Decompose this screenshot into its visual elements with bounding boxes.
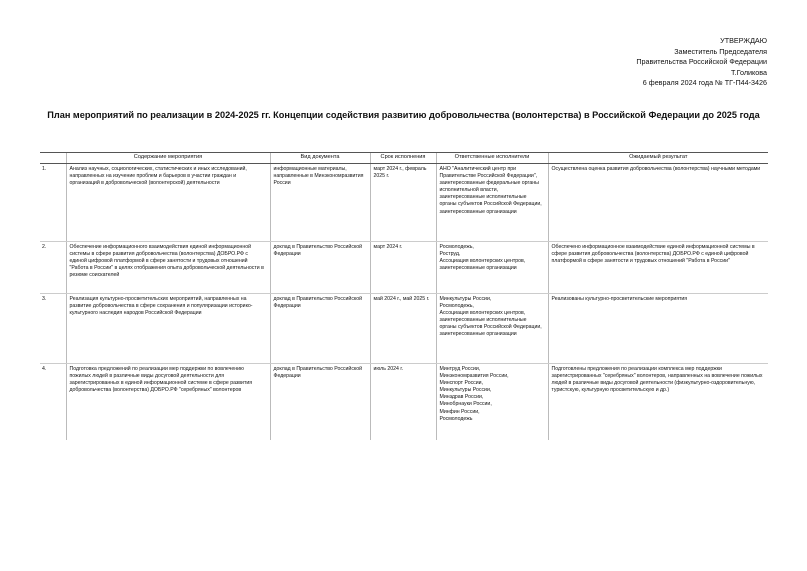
table-header-row	[40, 153, 768, 164]
row-result: Подготовлены предложения по реализации комплекса мер поддержки зарегистрированных "серебряных" волонтеров, направленных на вовлечение пожилых людей в различные виды досуговой деятельности (физкультурно-оздоровительную, туристскую, культурную просветительскую и др.)	[548, 364, 768, 440]
header-result: Ожидаемый результат	[548, 153, 768, 164]
executor-item: заинтересованные исполнительные органы субъектов Российской Федерации,	[439, 317, 542, 331]
row-executors	[436, 294, 548, 364]
header-number	[40, 153, 66, 164]
row-number: 3.	[40, 294, 66, 364]
approver-position-line1: Заместитель Председателя	[674, 46, 767, 56]
table-row	[40, 164, 768, 242]
executor-item: Минкультуры России,	[439, 387, 492, 394]
row-executors	[436, 242, 548, 294]
table-row	[40, 294, 768, 364]
row-result: Обеспечено информационное взаимодействие единой информационной системы в сфере развития добровольчества (волонтерства) ДОБРО.РФ с единой цифровой платформой в сфере занятости и трудовых отношений "Работа в России"	[548, 242, 768, 294]
row-deadline: июль 2024 г.	[370, 364, 436, 440]
executor-item: Минздрав России,	[439, 394, 484, 401]
row-number: 2.	[40, 242, 66, 294]
executor-item: заинтересованные федеральные органы исполнительной власти,	[439, 180, 539, 194]
executor-item: Роструд,	[439, 251, 461, 258]
executor-item: заинтересованные организации	[439, 331, 517, 338]
row-result: Осуществлена оценка развития добровольчества (волонтерства) научными методами	[548, 164, 768, 242]
row-executors	[436, 364, 548, 440]
executor-item: Росмолодежь,	[439, 244, 474, 250]
executor-item: Ассоциация волонтерских центров,	[439, 258, 526, 265]
row-doc-type: доклад в Правительство Российской Федерации	[270, 242, 370, 294]
row-content: Обеспечение информационного взаимодействия единой информационной системы в сфере развития добровольчества (волонтерства) ДОБРО.РФ с единой цифровой платформой в сфере занятости и трудовых отношений "Работа в России" в целях отображения опыта добровольческой деятельности в резюме соискателей	[66, 242, 270, 294]
header-deadline: Срок исполнения	[370, 153, 436, 164]
table-row	[40, 364, 768, 440]
plan-table-body	[40, 164, 768, 440]
row-content: Подготовка предложений по реализации мер поддержки по вовлечению пожилых людей в различные виды досуговой деятельности для зарегистрированных в единой информационной системе в сфере развития добровольчества (волонтерства) ДОБРО.РФ "серебряных" волонтеров	[66, 364, 270, 440]
row-deadline: май 2024 г., май 2025 г.	[370, 294, 436, 364]
header-doc-type: Вид документа	[270, 153, 370, 164]
row-deadline: март 2024 г., февраль 2025 г.	[370, 164, 436, 242]
executor-item: заинтересованные организации	[439, 265, 517, 272]
row-number: 4.	[42, 366, 47, 372]
table-row	[40, 242, 768, 294]
executor-item: Минфин России,	[439, 408, 480, 415]
executor-item: Росмолодежь	[439, 415, 473, 422]
row-executors	[436, 164, 548, 242]
document-title: План мероприятий по реализации в 2024-2025 гг. Концепции содействия развитию добровольчества (волонтерства) в Российской Федерации до 2025 года	[47, 110, 760, 120]
executor-item: АНО "Аналитический центр при Правительстве Российской Федерации",	[439, 166, 538, 180]
row-deadline: март 2024 г.	[370, 242, 436, 294]
row-number: 1.	[40, 164, 66, 242]
approval-block	[636, 36, 767, 89]
header-content: Содержание мероприятия	[66, 153, 270, 164]
executor-item: Минобрнауки России,	[439, 401, 492, 408]
row-doc-type: доклад в Правительство Российской Федерации	[270, 364, 370, 440]
header-executors: Ответственные исполнители	[436, 153, 548, 164]
executor-item: Минэкономразвития России,	[439, 373, 509, 380]
executor-item: заинтересованные организации	[439, 208, 517, 215]
approval-heading: УТВЕРЖДАЮ	[720, 36, 767, 45]
approver-name: Т.Голикова	[730, 67, 767, 77]
executor-item: Ассоциация волонтерских центров,	[439, 310, 526, 317]
executor-item: Минтруд России,	[439, 366, 481, 372]
executor-item: Минкультуры России,	[439, 296, 492, 302]
row-doc-type: доклад в Правительство Российской Федерации	[270, 294, 370, 364]
row-content: Реализация культурно-просветительских мероприятий, направленных на развитие добровольчества в сфере сохранения и популяризации историко-культурного наследия народов Российской Федерации	[66, 294, 270, 364]
plan-table	[40, 152, 768, 440]
executor-item: заинтересованные исполнительные органы субъектов Российской Федерации,	[439, 194, 542, 208]
row-content: Анализ научных, социологических, статистических и иных исследований, направленных на изучение проблем и барьеров в участии граждан и организаций в добровольческой (волонтерской) деятельности	[66, 164, 270, 242]
row-doc-type: информационные материалы, направленные в Минэкономразвития России	[270, 164, 370, 242]
approver-position-line2: Правительства Российской Федерации	[636, 57, 767, 67]
row-result: Реализованы культурно-просветительские мероприятия	[548, 294, 768, 364]
approval-date-number: 6 февраля 2024 года № ТГ-П44-3426	[642, 78, 767, 88]
executor-item: Минспорт России,	[439, 380, 484, 387]
executor-item: Росмолодежь,	[439, 303, 474, 310]
